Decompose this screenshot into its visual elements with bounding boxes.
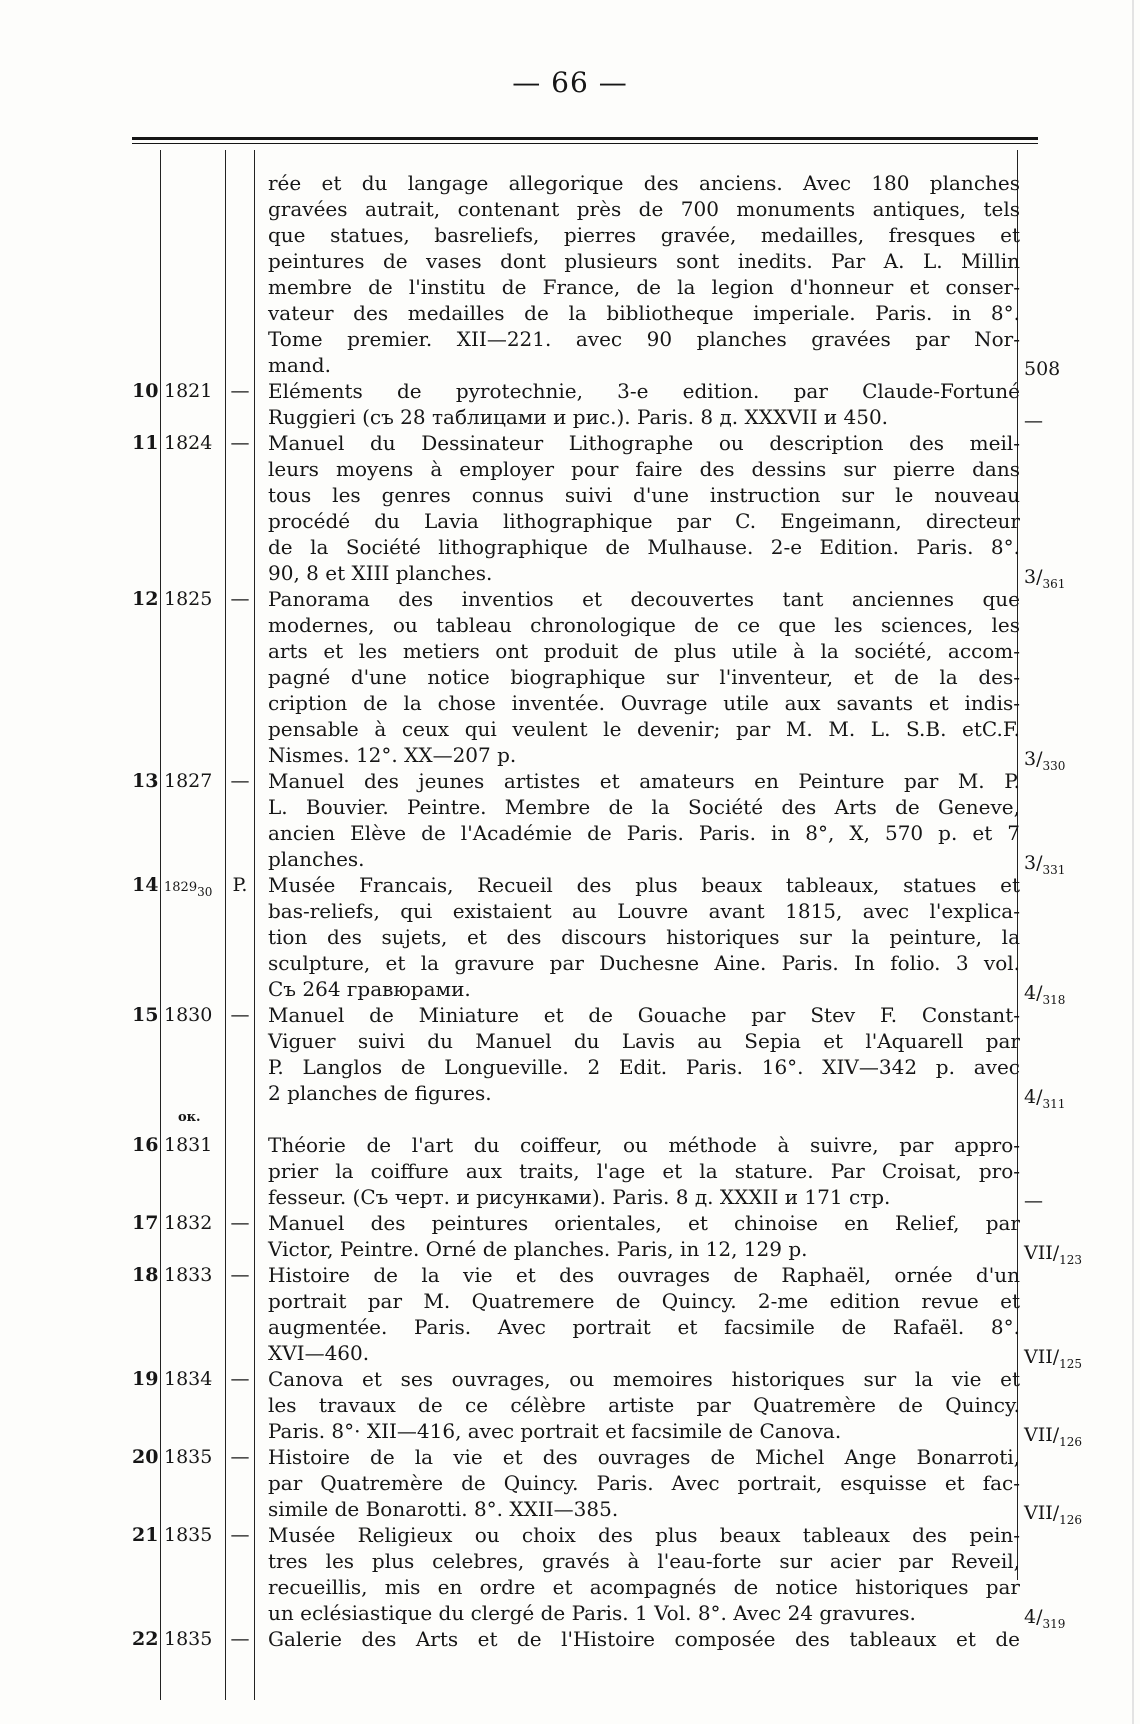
entry-mark: — xyxy=(230,1524,250,1546)
description-line: rée et du langage allegorique des anciens. Avec 180 planches xyxy=(268,171,1020,195)
entry-number: 10 xyxy=(132,380,159,402)
description-line: par Quatremère de Quincy. Paris. Avec portrait, esquisse et fac- xyxy=(268,1471,1020,1495)
description-line: Musée Francais, Recueil des plus beaux tableaux, statues et xyxy=(268,873,1020,897)
entry-number: 21 xyxy=(132,1524,159,1546)
entry-year xyxy=(164,1002,222,1028)
column-divider xyxy=(225,150,226,1700)
reference-subscript: 318 xyxy=(1042,992,1066,1007)
description-line: ancien Elève de l'Académie de Paris. Paris. in 8°, X, 570 p. et 7 xyxy=(268,821,1020,845)
reference-value: 3/ xyxy=(1024,852,1043,874)
description-line: Manuel de Miniature et de Gouache par Stev F. Constant- xyxy=(268,1003,1020,1027)
description-line: bas-reliefs, qui existaient au Louvre avant 1815, avec l'explica- xyxy=(268,899,1020,923)
description-line: planches. xyxy=(268,847,365,871)
reference-value: — xyxy=(1024,1190,1043,1212)
entry-number: 15 xyxy=(132,1004,159,1026)
description-line: Histoire de la vie et des ouvrages de Michel Ange Bonarroti, xyxy=(268,1445,1020,1469)
description-line: leurs moyens à employer pour faire des dessins sur pierre dans xyxy=(268,457,1020,481)
description-line: tion des sujets, et des discours historiques sur la peinture, la xyxy=(268,925,1020,949)
description-line: XVI—460. xyxy=(268,1341,370,1365)
entry-year-value: 1833 xyxy=(164,1264,213,1286)
description-line: prier la coiffure aux traits, l'age et la stature. Par Croisat, pro- xyxy=(268,1159,1020,1183)
description-line: Musée Religieux ou choix des plus beaux tableaux des pein- xyxy=(268,1523,1020,1547)
entry-mark: — xyxy=(230,1628,250,1650)
entry-year xyxy=(164,1444,222,1470)
entry-reference xyxy=(1024,850,1124,883)
description-line: 90, 8 et XIII planches. xyxy=(268,561,493,585)
description-line: Victor, Peintre. Orné de planches. Paris, in 12, 129 p. xyxy=(268,1237,808,1261)
reference-value: — xyxy=(1024,410,1043,432)
entry-year xyxy=(164,1522,222,1548)
description-line: Manuel du Dessinateur Lithographe ou description des meil- xyxy=(268,431,1020,455)
column-divider xyxy=(254,150,255,1700)
entry-reference xyxy=(1024,564,1124,597)
entry-reference xyxy=(1024,1500,1124,1533)
entry-number: 20 xyxy=(132,1446,159,1468)
reference-subscript: 123 xyxy=(1059,1252,1083,1267)
entry-number: 11 xyxy=(132,432,159,454)
entry-year-value: 1835 xyxy=(164,1446,213,1468)
description-line: un eclésiastique du clergé de Paris. 1 Vol. 8°. Avec 24 gravures. xyxy=(268,1601,916,1625)
entry-year xyxy=(164,586,222,612)
reference-value: VII/ xyxy=(1024,1346,1060,1368)
entry-reference xyxy=(1024,356,1124,382)
reference-subscript: 330 xyxy=(1042,758,1066,773)
description-line: Paris. 8°· XII—416, avec portrait et facsimile de Canova. xyxy=(268,1419,842,1443)
entry-year-value: 1832 xyxy=(164,1212,213,1234)
description-line: pagné d'une notice biographique sur l'inventeur, et de la des- xyxy=(268,665,1020,689)
entry-year xyxy=(164,1626,222,1652)
entry-year-value: 1831 xyxy=(164,1134,213,1156)
entry-reference xyxy=(1024,1422,1124,1455)
entry-number: 12 xyxy=(132,588,159,610)
header-rule xyxy=(132,137,1038,140)
entry-number: 22 xyxy=(132,1628,159,1650)
entry-mark: — xyxy=(230,1212,250,1234)
reference-subscript: 319 xyxy=(1042,1616,1066,1631)
entry-mark: — xyxy=(230,770,250,792)
description-line: modernes, ou tableau chronologique de ce que les sciences, les xyxy=(268,613,1020,637)
entry-mark: — xyxy=(230,1368,250,1390)
entry-number: 17 xyxy=(132,1212,159,1234)
description-line: mand. xyxy=(268,353,331,377)
entry-mark: — xyxy=(230,1264,250,1286)
description-line: Manuel des jeunes artistes et amateurs en Peinture par M. P. xyxy=(268,769,1020,793)
entry-number: 13 xyxy=(132,770,159,792)
description-line: Théorie de l'art du coiffeur, ou méthode à suivre, par appro- xyxy=(268,1133,1020,1157)
description-line: fesseur. (Съ черт. и рисунками). Paris. 8 д. XXXII и 171 стр. xyxy=(268,1185,891,1209)
reference-value: 4/ xyxy=(1024,1606,1043,1628)
entry-year-value: 1824 xyxy=(164,432,213,454)
entry-year-value: 1827 xyxy=(164,770,213,792)
description-line: Viguer suivi du Manuel du Lavis au Sepia et l'Aquarell par xyxy=(268,1029,1020,1053)
description-line: Eléments de pyrotechnie, 3-e edition. par Claude-Fortuné xyxy=(268,379,1020,403)
page-number: — 66 — xyxy=(512,66,628,99)
description-line: Ruggieri (съ 28 таблицами и рис.). Paris. 8 д. XXXVII и 450. xyxy=(268,405,889,429)
entry-number: 16 xyxy=(132,1134,159,1156)
description-line: Nismes. 12°. XX—207 p. xyxy=(268,743,517,767)
description-line: cription de la chose inventée. Ouvrage utile aux savants et indis- xyxy=(268,691,1020,715)
entry-year xyxy=(164,768,222,794)
description-line: 2 planches de figures. xyxy=(268,1081,492,1105)
entry-year xyxy=(164,1262,222,1288)
entry-mark: — xyxy=(230,1446,250,1468)
description-column xyxy=(268,170,1020,1652)
entry-reference xyxy=(1024,1240,1124,1273)
reference-subscript: 125 xyxy=(1059,1356,1083,1371)
entry-reference xyxy=(1024,1188,1124,1214)
reference-subscript: 361 xyxy=(1042,576,1066,591)
entry-year-suffix: 30 xyxy=(197,884,213,899)
entry-year-value: 1825 xyxy=(164,588,213,610)
description-line: peintures de vases dont plusieurs sont inedits. Par A. L. Millin xyxy=(268,249,1020,273)
entry-year-value: 1835 xyxy=(164,1628,213,1650)
entry-year-value: 1834 xyxy=(164,1368,213,1390)
description-line: sculpture, et la gravure par Duchesne Aine. Paris. In folio. 3 vol. xyxy=(268,951,1020,975)
description-line: augmentée. Paris. Avec portrait et facsimile de Rafaël. 8°. xyxy=(268,1315,1020,1339)
entry-reference xyxy=(1024,1604,1124,1637)
reference-value: 4/ xyxy=(1024,1086,1043,1108)
entry-number: 19 xyxy=(132,1368,159,1390)
entry-year xyxy=(164,1132,222,1158)
entry-mark: — xyxy=(230,1004,250,1026)
reference-value: VII/ xyxy=(1024,1502,1060,1524)
entry-year-value: 1835 xyxy=(164,1524,213,1546)
entry-year xyxy=(164,378,222,404)
description-line: gravées autrait, contenant près de 700 monuments antiques, tels xyxy=(268,197,1020,221)
reference-subscript: 331 xyxy=(1042,862,1066,877)
entry-reference xyxy=(1024,1084,1124,1117)
entry-reference xyxy=(1024,408,1124,434)
description-line: simile de Bonarotti. 8°. XXII—385. xyxy=(268,1497,619,1521)
description-line: membre de l'institu de France, de la legion d'honneur et conser- xyxy=(268,275,1020,299)
description-line: Manuel des peintures orientales, et chinoise en Relief, par xyxy=(268,1211,1020,1235)
description-line: Tome premier. XII—221. avec 90 planches gravées par Nor- xyxy=(268,327,1020,351)
reference-value: 4/ xyxy=(1024,982,1043,1004)
description-line: recueillis, mis en ordre et acompagnés de notice historiques par xyxy=(268,1575,1020,1599)
description-line: de la Société lithographique de Mulhause. 2-e Edition. Paris. 8°. xyxy=(268,535,1020,559)
header-rule-thin xyxy=(132,143,1038,144)
description-line: tous les genres connus suivi d'une instruction sur le nouveau xyxy=(268,483,1020,507)
description-line: L. Bouvier. Peintre. Membre de la Société des Arts de Geneve, xyxy=(268,795,1020,819)
description-line: procédé du Lavia lithographique par C. Engeimann, directeur xyxy=(268,509,1020,533)
entry-reference xyxy=(1024,1344,1124,1377)
description-line: tres les plus celebres, gravés à l'eau-forte sur acier par Reveil, xyxy=(268,1549,1020,1573)
entry-year xyxy=(164,872,222,905)
description-line: vateur des medailles de la bibliotheque imperiale. Paris. in 8°. xyxy=(268,301,1020,325)
reference-subscript: 126 xyxy=(1059,1512,1083,1527)
reference-value: 3/ xyxy=(1024,566,1043,588)
description-line: que statues, basreliefs, pierres gravée, medailles, fresques et xyxy=(268,223,1020,247)
entry-mark: P. xyxy=(232,874,248,896)
reference-value: VII/ xyxy=(1024,1242,1060,1264)
reference-subscript: 311 xyxy=(1042,1096,1066,1111)
entry-year-value: 1829 xyxy=(164,880,198,895)
entry-year-value: 1830 xyxy=(164,1004,213,1026)
description-line: les travaux de ce célèbre artiste par Quatremère de Quincy. xyxy=(268,1393,1020,1417)
entry-year-prefix: ок. xyxy=(178,1110,201,1125)
entry-year xyxy=(164,430,222,456)
description-line: Histoire de la vie et des ouvrages de Raphaël, ornée d'un xyxy=(268,1263,1020,1287)
entry-mark: — xyxy=(230,588,250,610)
entry-mark: — xyxy=(230,432,250,454)
entry-mark: — xyxy=(230,380,250,402)
entry-reference xyxy=(1024,980,1124,1013)
description-line: P. Langlos de Longueville. 2 Edit. Paris. 16°. XIV—342 p. avec xyxy=(268,1055,1020,1079)
reference-value: VII/ xyxy=(1024,1424,1060,1446)
description-line: Panorama des inventios et decouvertes tant anciennes que xyxy=(268,587,1020,611)
description-line: portrait par M. Quatremere de Quincy. 2-me edition revue et xyxy=(268,1289,1020,1313)
entry-reference xyxy=(1024,746,1124,779)
entry-number: 14 xyxy=(132,874,159,896)
reference-subscript: 126 xyxy=(1059,1434,1083,1449)
page-edge xyxy=(1132,0,1134,1724)
entry-year-value: 1821 xyxy=(164,380,213,402)
entry-year xyxy=(164,1210,222,1236)
description-line: pensable à ceux qui veulent le devenir; par M. M. L. S.B. etC.F. xyxy=(268,717,1020,741)
entry-number: 18 xyxy=(132,1264,159,1286)
description-line xyxy=(268,1106,1020,1132)
description-line: Galerie des Arts et de l'Histoire composée des tableaux et de xyxy=(268,1627,1020,1651)
description-line: Canova et ses ouvrages, ou memoires historiques sur la vie et xyxy=(268,1367,1020,1391)
description-line: Съ 264 гравюрами. xyxy=(268,977,471,1001)
reference-value: 508 xyxy=(1024,358,1061,380)
column-divider xyxy=(160,150,161,1700)
entry-year xyxy=(164,1366,222,1392)
description-line: arts et les metiers ont produit de plus utile à la société, accom- xyxy=(268,639,1020,663)
reference-value: 3/ xyxy=(1024,748,1043,770)
